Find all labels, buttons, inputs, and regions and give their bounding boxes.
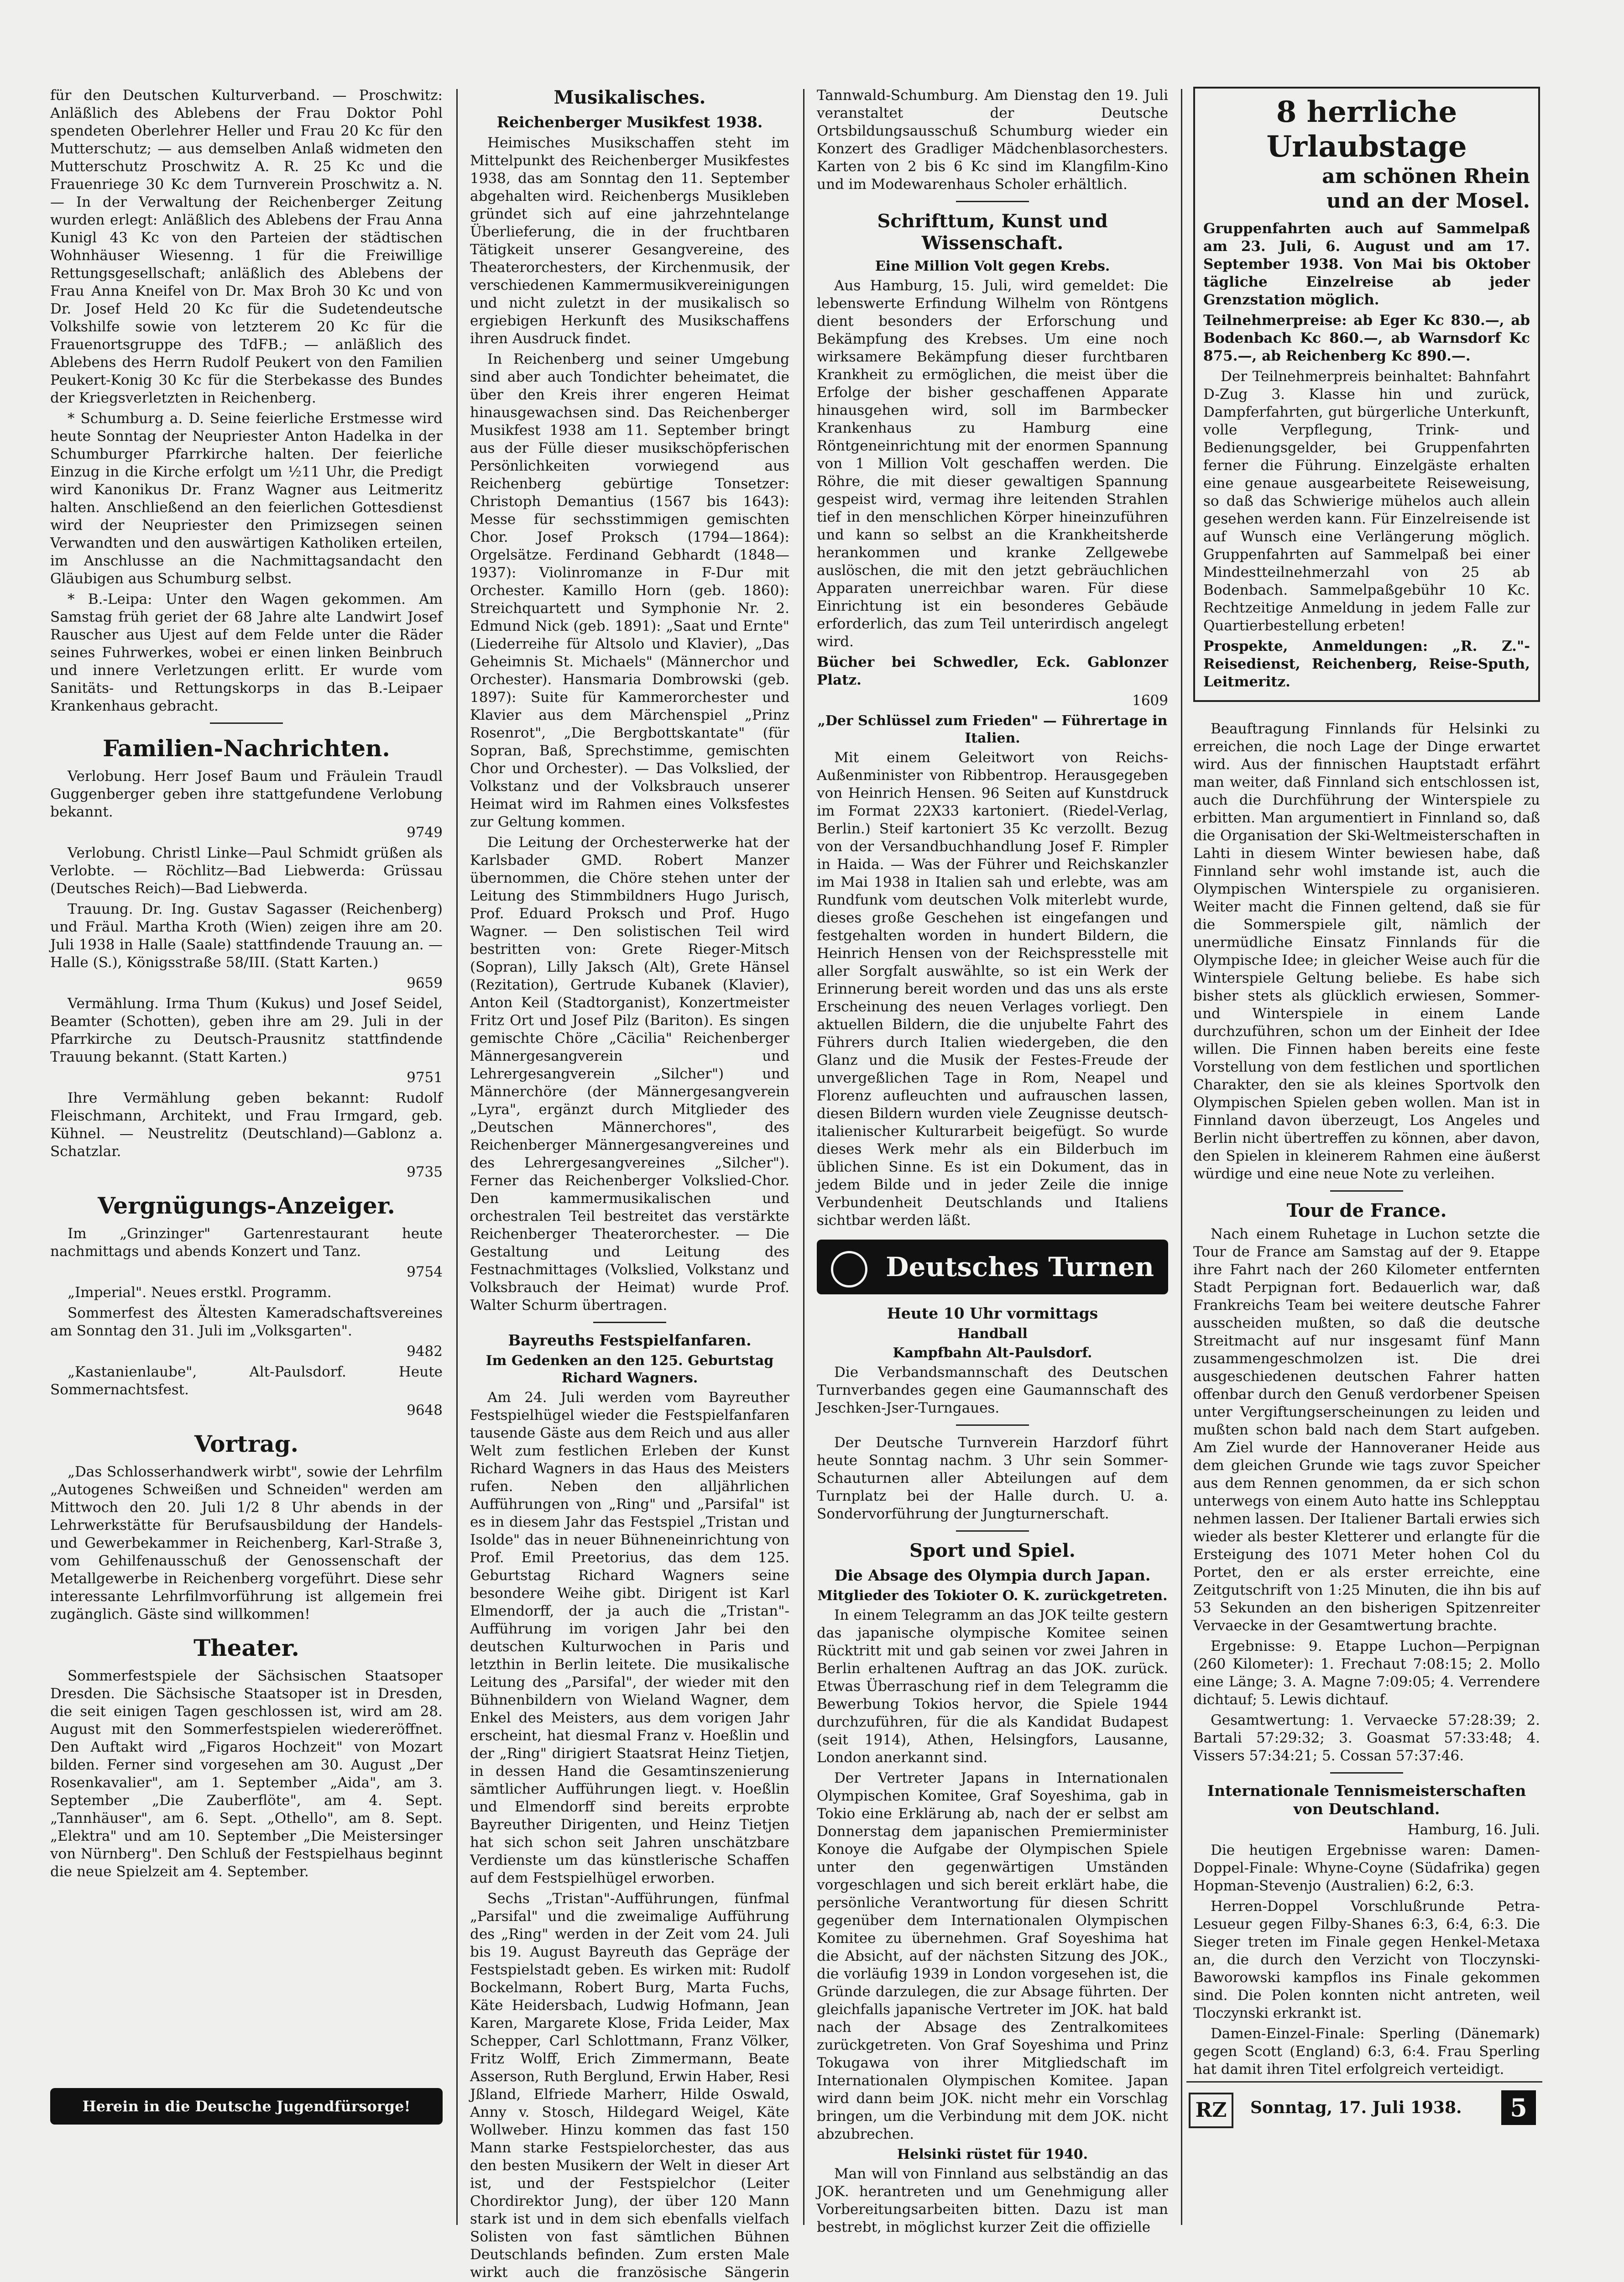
leipa-news: * B.-Leipa: Unter den Wagen gekommen. Am Samstag früh geriet der 68 Jahre alte Landwirt Josef Rauscher aus Ujest auf dem Felde unter die Räder seines Fuhrwerkes, wobei er einen linken Beinbruch und innere Verletzungen erlitt. Er wurde vom Sanitäts- und Rettungskorps in das B.-Leipaer Krankenhaus gebracht.: [50, 591, 443, 714]
column-rule: [803, 89, 804, 2225]
separator: [1330, 1772, 1403, 1774]
column-1: [50, 87, 443, 1884]
theater-notice: Sommerfestspiele der Sächsischen Staatsoper Dresden. Die Sächsische Staatsoper ist in Dresden, die seit einigen Tagen geschlossen ist, wird am 28. August mit den Sommerfestspielen wiedereröffnet. Den Auftakt wird „Figaros Hochzeit" von Mozart bilden. Ferner sind vorgesehen am 30. August „Der Rosenkavalier", am 1. September „Aida", am 3. September „Die Zauberflöte", am 4. Sept. „Tannhäuser", am 6. Sept. „Othello", am 8. Sept. „Elektra" und am 10. September „Die Meistersinger von Nürnberg". Den Schluß der Festspielhaus beginnt die neue Spielzeit am 4. September.: [50, 1668, 443, 1880]
krebs-subheading: Eine Million Volt gegen Krebs.: [875, 258, 1110, 274]
entertainment-notice: „Kastanienlaube", Alt-Paulsdorf. Heute Sommernachtsfest.: [50, 1364, 443, 1398]
article-paragraph: Der Deutsche Turnverein Harzdorf führt heute Sonntag nachm. 3 Uhr sein Sommer-Schauturnen aller Abteilungen auf dem Turnplatz bei der Halle durch. U. a. Sondervorführung der Jungturnerschaft.: [817, 1434, 1168, 1522]
heute-heading: Heute 10 Uhr vormittags: [887, 1304, 1098, 1322]
family-notice: Vermählung. Irma Thum (Kukus) und Josef Seidel, Beamter (Schotten), geben ihre am 29. Juli in der Pfarrkirche zu Deutsch-Prausnitz stattfindende Trauung bekannt. (Statt Karten.): [50, 995, 443, 1065]
article-paragraph: Aus Hamburg, 15. Juli, wird gemeldet: Die lebenswerte Erfindung Wilhelm von Röntgens dient besonders der Erforschung und Bekämpfung des Krebses. Um eine noch wirksamere Bekämpfung dieser furchtbaren Krankheit zu ermöglichen, die meist über die Erfolge der bisher geschaffenen Apparate hinausgehen wird, soll im Barmbecker Krankenhaus zu Hamburg eine Röntgeneinrichtung mit der enormen Spannung von 1 Million Volt geschaffen werden. Die Röhre, die mit dieser gewaltigen Spannung gespeist wird, vermag ihre leitenden Strahlen tief in den menschlichen Körper hineinzuführen und kann so selbst an die Krankheitsherde herankommen und kranke Zellgewebe auslöschen, die mit den jetzt gebräuchlichen Apparaten unerreichbar waren. Für diese Einrichtung ist ein besonderes Gebäude erforderlich, das zum Teil unterirdisch angelegt wird.: [817, 277, 1168, 650]
separator: [956, 1530, 1029, 1532]
ad-prices: Teilnehmerpreise: ab Eger Kc 830.—, ab Bodenbach Kc 860.—, ab Warnsdorf Kc 875.—, ab Reichenberg Kc 890.—.: [1203, 312, 1530, 364]
notice-number: 9735: [407, 1164, 443, 1180]
footer-date: Sonntag, 17. Juli 1938.: [1250, 2098, 1462, 2117]
article-paragraph: In Reichenberg und seiner Umgebung sind aber auch Tondichter beheimatet, die über den Kreis ihrer engeren Heimat hinausgewachsen sind. Das Reichenberger Musikfest 1938 am 11. September bringt aus der Fülle dieser musikschöpferischen Persönlichkeiten vorwiegend aus Reichenberg gebürtige Tonsetzer: Christoph Demantius (1567 bis 1643): Messe für sechsstimmigen gemischten Chor. Josef Proksch (1794—1864): Orgelsätze. Ferdinand Gebhardt (1848—1937): Violinromanze in F-Dur mit Orchester. Kamillo Horn (geb. 1860): Streichquartett und Symphonie Nr. 2. Edmund Nick (geb. 1891): „Saat und Ernte" (Liederreihe für Altsolo und Klavier), „Das Geheimnis St. Michaels" (Männerchor und Orchester). Hansmaria Dombrowski (geb. 1897): Suite für Kammerorchester und Klavier aus dem Märchenspiel „Prinz Rosenrot", „Die Bergbottskantate" (für Sopran, Baß, Sprechstimme, gemischten Chor und Orchester). — Das Volkslied, der Volkstanz und der Volksbrauch unserer Heimat wird im Rahmen eines Volksfestes zur Geltung kommen.: [470, 351, 789, 830]
schluessel-subheading: „Der Schlüssel zum Frieden" — Führertage in Italien.: [817, 713, 1168, 746]
notice-number: 9754: [407, 1264, 443, 1280]
article-paragraph: Heimisches Musikschaffen steht im Mittelpunkt des Reichenberger Musikfestes 1938, das am Sonntag den 11. September abgehalten wird. Reichenbergs Musikleben gründet sich auf eine jahrzehntelange Überlieferung, die in der fruchtbaren Tätigkeit unserer Gesangvereine, des Theaterorchesters, der Kirchenmusik, der verschiedenen Kammermusikvereinigungen und nicht zuletzt in der musikalisch so ergiebigen Herkunft des Musikschaffens ihren Ausdruck findet.: [470, 135, 789, 347]
sport-heading: Sport und Spiel.: [909, 1540, 1076, 1561]
mitglieder-subheading: Mitglieder des Tokioter O. K. zurückgetreten.: [817, 1588, 1168, 1604]
notice-number: 9482: [407, 1343, 443, 1360]
column-rule: [456, 89, 458, 2225]
dateline: Hamburg, 16. Juli.: [1407, 1821, 1540, 1838]
banner-text: Herein in die Deutsche Jugendfürsorge!: [82, 2098, 411, 2115]
musikfest-heading: Reichenberger Musikfest 1938.: [496, 113, 763, 131]
page-number-text: 5: [1510, 2093, 1527, 2122]
footer-rule: [1186, 2081, 1542, 2083]
tannwald-notice: Tannwald-Schumburg. Am Dienstag den 19. Juli veranstaltet der Deutsche Ortsbildungsausschuß Schumburg wieder ein Konzert des Gradliger Mädchenblasorchesters. Karten von 2 bis 6 Kc sind im Klangfilm-Kino und im Modewarenhaus Scholer erhältlich.: [817, 87, 1168, 193]
tennis-heading: Internationale Tennismeisterschaften von Deutschland.: [1207, 1782, 1526, 1818]
logo-text: RZ: [1195, 2099, 1227, 2122]
article-paragraph: Die Leitung der Orchesterwerke hat der Karlsbader GMD. Robert Manzer übernommen, die Chöre stehen unter der Leitung des Stimmbildners Hugo Jurisch, Prof. Eduard Proksch und Prof. Hugo Wagner. — Den solistischen Teil wird bestritten von: Grete Rieger-Mitsch (Sopran), Lilly Jaksch (Alt), Grete Hänsel (Rezitation), Gertrude Kubanek (Klavier), Anton Keil (Stadtorganist), Konzertmeister Fritz Ort und Josef Pilz (Bariton). Es singen gemischte Chöre „Cäcilia" Reichenberger Männergesangverein und Lehrergesangverein „Silcher") und Männerchöre (der Männergesangverein „Lyra", ergänzt durch Mitglieder des „Deutschen Männerchores", des Reichenberger Männergesangvereines und des Lehrergesangvereines „Silcher"). Ferner das Reichenberger Volkslied-Chor. Den kammermusikalischen und orchestralen Teil bestreitet das verstärkte Reichenberger Theaterorchester. — Die Gestaltung und Leitung des Festnachmittages (Volkslied, Volkstanz und Volksbrauch der Heimat) wurde Prof. Walter Schurm übertragen.: [470, 834, 789, 1314]
ad-subtitle: und an der Mosel.: [1326, 189, 1530, 213]
results-paragraph: Damen-Einzel-Finale: Sperling (Dänemark) gegen Scott (England) 6:3, 6:4. Frau Sperling hat damit ihren Titel erfolgreich verteidigt.: [1193, 2026, 1540, 2078]
schumburg-news: * Schumburg a. D. Seine feierliche Erstmesse wird heute Sonntag der Neupriester Anton Hadelka in der Schumburger Pfarrkirche halten. Der feierliche Einzug in die Kirche erfolgt um ½11 Uhr, die Predigt wird Kanonikus Dr. Franz Wagner aus Leitmeritz halten. Anschließend an den feierlichen Gottesdienst wird der Neupriester den Primizsegen seinen Verwandten und den auswärtigen Katholiken erteilen, im Anschlusse an die Nachmittagsandacht den Gläubigen aus Schumburg selbst.: [50, 410, 443, 587]
lecture-notice: „Das Schlosserhandwerk wirbt", sowie der Lehrfilm „Autogenes Schweißen und Schneiden" werden am Mittwoch den 20. Juli 1/2 8 Uhr abends in der Lehrwerkstätte für Berufsausbildung der Handels- und Gewerbekammer in Reichenberg, Karl-Straße 3, vom Gehilfenausschuß der Genossenschaft der Metallgewerbe in Reichenberg vorgeführt. Diese sehr interessante Lehrfilmvorführung ist allgemein frei zugänglich. Gäste sind willkommen!: [50, 1464, 443, 1623]
article-paragraph: In einem Telegramm an das JOK teilte gestern das japanische olympische Komitee seinen Rücktritt mit und gab seinen vor zwei Jahren in Berlin erhaltenen Auftrag an das JOK. zurück. Etwas Überraschung rief in dem Telegramm die Bewerbung Tokios hervor, die Spiele 1944 durchzuführen, für die als Kandidat Budapest (seit 1914), Athen, Helsingfors, Lausanne, London anerkannt sind.: [817, 1607, 1168, 1766]
family-notice: Verlobung. Herr Josef Baum und Fräulein Traudl Guggenberger geben ihre stattgefundene Verlobung bekannt.: [50, 768, 443, 820]
article-paragraph: Am 24. Juli werden vom Bayreuther Festspielhügel wieder die Festspielfanfaren tausende Gäste aus dem Reich und aus aller Welt zum festlichen Erleben der Kunst Richard Wagners in das Haus des Meisters rufen. Neben den alljährlichen Aufführungen von „Ring" und „Parsifal" ist es in diesem Jahr das Festspiel „Tristan und Isolde" das in neuer Bühneneinrichtung von Prof. Emil Preetorius, das dem 125. Geburtstag Richard Wagners seine besondere Weihe gibt. Dirigent ist Karl Elmendorff, der ja auch die „Tristan"-Aufführung im vorigen Jahr bei den deutschen Kulturwochen in Paris und letzthin in Berlin leitete. Die musikalische Leitung des „Parsifal", der wieder mit den Bühnenbildern von Wieland Wagner, dem Enkel des Meisters, aus dem vorigen Jahr erscheint, hat diesmal Franz v. Hoeßlin und der „Ring" dirigiert Staatsrat Heinz Tietjen, in dessen Hand die Gesamtinszenierung sämtlicher Aufführungen liegt. v. Hoeßlin und Elmendorff sind bereits erprobte Bayreuther Dirigenten, und Heinz Tietjen hat sich schon seit Jahren unschätzbare Verdienste um das künstlerische Schaffen auf dem Festspielhügel erworben.: [470, 1389, 789, 1886]
separator: [956, 1424, 1029, 1426]
ad-subtitle: am schönen Rhein: [1322, 165, 1530, 188]
notice-number: 1609: [1132, 692, 1168, 709]
handball-subheading: Handball: [957, 1326, 1028, 1342]
separator: [956, 201, 1029, 202]
bayreuth-heading: Bayreuths Festspielfanfaren.: [508, 1331, 752, 1349]
jugendfuersorge-banner: [50, 2088, 443, 2125]
kampfbahn-subheading: Kampfbahn Alt-Paulsdorf.: [893, 1345, 1092, 1361]
turner-cross-icon: [831, 1251, 867, 1288]
notice-number: 9659: [407, 975, 443, 991]
page-number: [1501, 2090, 1536, 2125]
family-notice: Ihre Vermählung geben bekannt: Rudolf Fleischmann, Architekt, und Frau Irmgard, geb. Kühnel. — Neustrelitz (Deutschland)—Gablonz a. Schatzlar.: [50, 1090, 443, 1160]
donations-text: für den Deutschen Kulturverband. — Proschwitz: Anläßlich des Ablebens der Frau Doktor Pohl spendeten Oberlehrer Heller und Frau 20 Kc für den Mutterschutz; — aus demselben Anlaß widmeten den Mutterschutz Proschwitz A. R. 25 Kc und die Frauenriege 30 Kc dem Turnverein Proschwitz a. N. — In der Verwaltung der Reichenberger Zeitung wurden erlegt: Anläßlich des Ablebens der Frau Anna Kunigl 43 Kc von den Parteien der städtischen Wohnhäuser Wiesenng. 1 für die Freiwillige Rettungsgesellschaft; anläßlich des Ablebens der Frau Anna Kneifel von Dr. Max Broh 30 Kc und von Dr. Josef Held 20 Kc für die Sudetendeutsche Volkshilfe sowie von letzterem 20 Kc für die Frauenortsgruppe des TdFB.; — anläßlich des Ablebens des Herrn Rudolf Peukert von den Familien Peukert-Konig 30 Kc für die Sterbekasse des Bundes der Kriegsverletzten in Reichenberg.: [50, 87, 443, 406]
article-paragraph: Beauftragung Finnlands für Helsinki zu erreichen, die noch Lage der Dinge erwartet wird. Aus der finnischen Hauptstadt erfährt man weiter, daß Finnland sich entschlossen ist, auch die Durchführung der Winterspiele zu erbitten. Man argumentiert in Finnland so, daß die Organisation der Ski-Weltmeisterschaften in Lahti in diesem Winter bewiesen habe, daß Finnland sehr wohl imstande ist, auch die Olympischen Winterspiele zu organisieren. Weiter macht die Finnen geltend, daß sie für die Sommerspiele gilt, nämlich der unermüdliche Einsatz Finnlands für die Olympische Idee; in gleicher Weise auch für die Winterspiele Geltung beliebe. Es habe sich bisher stets als glücklich erwiesen, Sommer- und Winterspiele in einem Lande durchzuführen, schon um der Einheit der Idee willen. Die Finnen haben bereits eine feste Vorstellung von dem festlichen und sportlichen Charakter, den sie als kleines Sportvolk den Olympischen Spielen geben wollen. Man ist in Finnland davon überzeugt, Los Angeles und Berlin nicht übertreffen zu können, aber davon, den Spielen in kleinerem Rahmen eine äußerst würdige und eine neue Note zu verleihen.: [1193, 721, 1540, 1182]
travel-advertisement: [1193, 87, 1540, 702]
helsinki-subheading: Helsinki rüstet für 1940.: [897, 2146, 1088, 2162]
musik-heading: Musikalisches.: [554, 87, 706, 108]
results-paragraph: Ergebnisse: 9. Etappe Luchon—Perpignan (260 Kilometer): 1. Frechaut 7:08:15; 2. Mollo eine Länge; 3. A. Magne 7:09:05; 4. Verrendere dichtauf; 5. Lewis dichtauf.: [1193, 1638, 1540, 1708]
separator: [593, 1322, 666, 1323]
article-paragraph: Nach einem Ruhetage in Luchon setzte die Tour de France am Samstag auf der 9. Etappe ihre Fahrt nach der 260 Kilometer entfernten Stadt Perpignan fort. Bedauerlich war, daß Frankreichs Team bei weitere deutsche Fahrer ausscheiden mußten, so daß die deutsche Streitmacht auf nur insgesamt fünf Mann zusammengeschmolzen ist. Die drei ausgeschiedenen deutschen Fahrer hatten offenbar durch den Genuß verdorbener Speisen unter Vergiftungserscheinungen zu leiden und mußten schon bald nach dem Start aufgeben. Am Ziel wurde der Hannoveraner Heide aus dem gleichen Grunde wie tags zuvor Speicher aus dem Rennen genommen, da er sich schon unterwegs von einem Auto hatte ins Schlepptau nehmen lassen. Der Italiener Bartali erwies sich wieder als bester Kletterer und erlangte für die Ersteigung des 1071 Meter hohen Col du Portet, den er als erster erreichte, eine Zeitgutschrift von 1:25 Minuten, die ihn bis auf 53 Sekunden an den bisherigen Spitzenreiter Vervaecke in der Gesamtwertung brachte.: [1193, 1226, 1540, 1634]
family-notice: Trauung. Dr. Ing. Gustav Sagasser (Reichenberg) und Fräul. Martha Kroth (Wien) zeigen ihre am 20. Juli 1938 in Halle (Saale) stattfindende Trauung an. — Halle (S.), Königsstraße 58/III. (Statt Karten.): [50, 901, 443, 971]
column-rule: [1181, 89, 1182, 2225]
column-4: [1193, 87, 1540, 2081]
separator: [1330, 1190, 1403, 1192]
olympia-heading: Die Absage des Olympia durch Japan.: [834, 1566, 1151, 1584]
entertainment-notice: Im „Grinzinger" Gartenrestaurant heute nachmittags und abends Konzert und Tanz.: [50, 1225, 443, 1260]
family-notice: Verlobung. Christl Linke—Paul Schmidt grüßen als Verlobte. — Röchlitz—Bad Liebwerda: Grüssau (Deutsches Reich)—Bad Liebwerda.: [50, 845, 443, 897]
article-paragraph: Die Verbandsmannschaft des Deutschen Turnverbandes gegen eine Gaumannschaft des Jeschken-Jser-Turngaues.: [817, 1364, 1168, 1416]
theater-heading: Theater.: [193, 1634, 299, 1661]
rz-logo: [1189, 2093, 1233, 2128]
article-paragraph: Der Vertreter Japans in Internationalen Olympischen Komitee, Graf Soyeshima, gab in Tokio eine Erklärung ab, nach der er selbst am Donnerstag dem japanischen Premierminister Konoye die Aufgabe der Olympischen Spiele unter den gegenwärtigen Umständen vorgeschlagen und sich bereit erklärt habe, die persönliche Verantwortung für diesen Schritt gegenüber dem Internationalen Olympischen Komitee zu übernehmen. Graf Soyeshima hat die Absicht, auf der nächsten Sitzung des JOK., die vorläufig 1939 in London vorgesehen ist, die Gründe darzulegen, die zur Absage führten. Der gleichfalls japanische Vertreter im JOK. hat bald nach der Absage des Zentralkomitees zurückgetreten. Von Graf Soyeshima und Prinz Tokugawa von ihrer Mitgliedschaft im Internationalen Olympischen Komitee. Japan wird dann beim JOK. nicht mehr ein Vorschlag bringen, um die Verbindung mit dem JOK. nicht abzubrechen.: [817, 1770, 1168, 2142]
column-2: [470, 87, 789, 2282]
tour-heading: Tour de France.: [1286, 1200, 1447, 1221]
article-paragraph: Mit einem Geleitwort von Reichs-Außenminister von Ribbentrop. Herausgegeben von Heinrich Hensen. 96 Seiten auf Kunstdruck im Format 22X33 kartoniert. (Riedel-Verlag, Berlin.) Steif kartoniert 35 Kc verzollt. Bezug von der Versandbuchhandlung Josef F. Rimpler in Haida. — Was der Führer und Reichskanzler im Mai 1938 in Italien sah und erlebte, was am Rundfunk vom deutschen Volk miterlebt wurde, dieses große Geschehen ist eingefangen und festgehalten worden in hundert Bildern, die Heinrich Hensen von der Reichspresstelle mit aller Sorgfalt auswählte, so ist ein Werk der Erinnerung bereit worden und das uns als erste Erscheinung des neuen Verlages vorliegt. Den aktuellen Bildern, die die unjubelte Fahrt des Führers durch Italien wiedergeben, die den Glanz und die Musik der Festes-Freude der unvergeßlichen Tage in Rom, Neapel und Florenz aufleuchten und aufrauschen lassen, diesen Bildern wurden viele Zeugnisse deutsch-italienischer Kulturarbeit beigefügt. So wurde dieses Werk mehr als ein Bilderbuch im üblichen Sinne. Es ist ein Dokument, das in jedem Bilde und in jeder Zeile die innige Verbundenheit Deutschlands und Italiens sichtbar werden läßt.: [817, 749, 1168, 1229]
article-paragraph: Man will von Finnland aus selbständig an das JOK. herantreten und um Genehmigung aller Vorbereitungsarbeiten bitten. Dazu ist man bestrebt, in möglichst kurzer Zeit die offizielle: [817, 2166, 1168, 2235]
schrifttum-heading: Schrifttum, Kunst und Wissenschaft.: [877, 210, 1108, 254]
ad-details: Der Teilnehmerpreis beinhaltet: Bahnfahrt D-Zug 3. Klasse hin und zurück, Dampferfahrten, gut bürgerliche Unterkunft, volle Verpflegung, Trink- und Bedienungsgelder, bei Gruppenfahrten ferner die Führung. Einzelgäste erhalten eine genaue ausgearbeitete Reiseweisung, so daß das Schwierige mühelos auch allein gesehen werden kann. Für Einzelreisende ist auf Wunsch eine Verlängerung möglich. Gruppenfahrten auf Sammelpaß bei einer Mindestteilnehmerzahl von 25 ab Bodenbach. Sammelpaßgebühr 10 Kc. Rechtzeitige Anmeldung in jedem Falle zur Quartierbestellung erbeten!: [1203, 368, 1530, 634]
entertainment-notice: „Imperial". Neues erstkl. Programm.: [68, 1284, 332, 1301]
column-3: [817, 87, 1168, 2239]
ad-dates: Gruppenfahrten auch auf Sammelpaß am 23. Juli, 6. August und am 17. September 1938. Von Mai bis Oktober tägliche Einzelreise ab jeder Grenzstation möglich.: [1203, 220, 1530, 308]
results-paragraph: Die heutigen Ergebnisse waren: Damen-Doppel-Finale: Whyne-Coyne (Südafrika) gegen Hopman-Stevenjo (Australien) 6:2, 6:3.: [1193, 1842, 1540, 1894]
ad-title: 8 herrliche Urlaubstage: [1266, 95, 1467, 164]
vortrag-heading: Vortrag.: [194, 1430, 299, 1457]
notice-number: 9648: [407, 1402, 443, 1418]
deutsches-turnen-banner: [817, 1240, 1168, 1294]
separator: [210, 722, 283, 724]
notice-number: 9749: [407, 824, 443, 841]
results-paragraph: Gesamtwertung: 1. Vervaecke 57:28:39; 2. Bartali 57:29:32; 3. Goasmat 57:33:48; 4. Vissers 57:34:21; 5. Cossan 57:37:46.: [1193, 1712, 1540, 1764]
notice-number: 9751: [407, 1069, 443, 1086]
vergnuegungs-heading: Vergnügungs-Anzeiger.: [98, 1192, 395, 1219]
bayreuth-subheading: Im Gedenken an den 125. Geburtstag Richard Wagners.: [486, 1353, 774, 1386]
familien-heading: Familien-Nachrichten.: [103, 735, 390, 762]
article-paragraph: Sechs „Tristan"-Aufführungen, fünfmal „Parsifal" und die zweimalige Aufführung des „Ring" werden in der Zeit vom 24. Juli bis 19. August Bayreuth das Gepräge der Festspielstadt geben. Es wirken mit: Rudolf Bockelmann, Robert Burg, Marta Fuchs, Käte Heidersbach, Ludwig Hofmann, Jean Karen, Margarete Klose, Frida Leider, Max Schepper, Carl Schlottmann, Franz Völker, Fritz Wolff, Erich Zimmermann, Beate Asserson, Ruth Berglund, Erwin Haber, Resi Jßland, Elfriede Marherr, Hilde Oswald, Anny v. Stosch, Hildegard Weigel, Käte Wollweber. Hinzu kommen das fast 150 Mann starke Festspielorchester, das aus den besten Musikern der Welt in dieser Art ist, und der Festspielchor (Leiter Chordirektor Jung), der über 120 Mann stark ist und in dem sich ebenfalls vielfach Solisten von fast sämtlichen Bühnen Deutschlands befinden. Zum ersten Male wirkt auch die französische Sängerin: [470, 1890, 789, 2281]
buecher-notice: Bücher bei Schwedler, Eck. Gablonzer Platz.: [817, 654, 1168, 688]
entertainment-notice: Sommerfest des Ältesten Kameradschaftsvereines am Sonntag den 31. Juli im „Volksgarten".: [50, 1305, 443, 1339]
ad-contact: Prospekte, Anmeldungen: „R. Z."-Reisedienst, Reichenberg, Reise-Sputh, Leitmeritz.: [1203, 638, 1530, 690]
results-paragraph: Herren-Doppel Vorschlußrunde Petra-Lesueur gegen Filby-Shanes 6:3, 6:4, 6:3. Die Sieger treten im Finale gegen Henkel-Metaxa an, die durch den Verzicht von Tloczynski-Baworowski kampflos ins Finale gekommen sind. Die Polen konnten nicht antreten, weil Tloczynski erkrankt ist.: [1193, 1898, 1540, 2021]
turnen-title: Deutsches Turnen: [886, 1251, 1154, 1282]
